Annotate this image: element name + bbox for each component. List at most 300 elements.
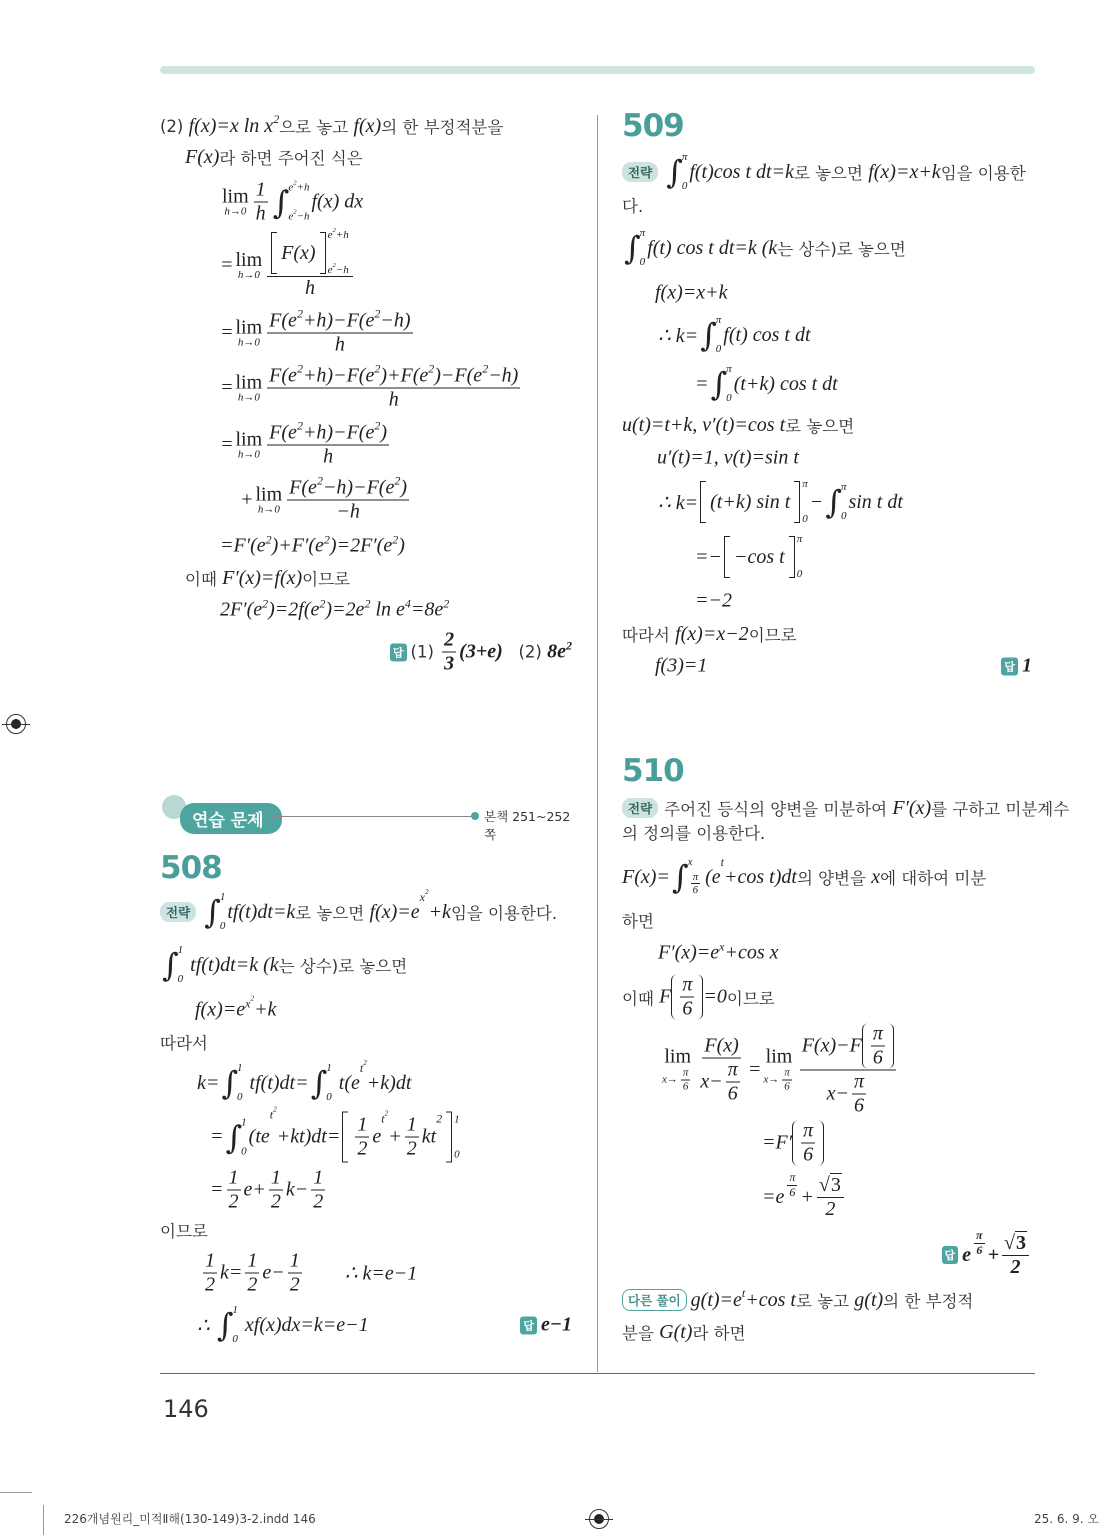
text: 로 놓으면 <box>785 417 855 436</box>
lower-limit <box>640 257 646 268</box>
math-text: f(x) <box>353 114 382 137</box>
math-text: tf(t)dt=k (k <box>185 953 279 976</box>
solution-line <box>210 1105 462 1165</box>
math-text: t(e <box>333 1071 360 1094</box>
math-text: x <box>871 865 881 888</box>
math-text: π <box>840 481 847 493</box>
denominator <box>680 998 694 1021</box>
math-text: 2 <box>825 1198 836 1220</box>
math-text: 2F′(e <box>220 598 263 621</box>
integral-sign-icon: ∫ <box>825 483 842 521</box>
numerator <box>311 1167 325 1191</box>
math-text: +k <box>254 998 277 1021</box>
superscript <box>269 1105 277 1123</box>
math-text: h→0 <box>237 268 260 281</box>
lim-word: lim <box>235 428 263 451</box>
denominator <box>974 1244 984 1258</box>
integral-limits <box>841 482 847 522</box>
math-text: π <box>727 1058 738 1081</box>
answer-line <box>520 1314 572 1337</box>
math-text: )+F(e <box>380 364 429 387</box>
answer-value <box>439 629 503 676</box>
integral-sign-icon: ∫ <box>272 183 290 221</box>
fraction <box>267 227 353 300</box>
upper-limit <box>716 315 722 326</box>
superscript <box>971 1229 988 1258</box>
evaluation-bracket <box>700 479 808 525</box>
bottom-rule <box>160 1373 1035 1374</box>
limit <box>222 187 249 218</box>
numerator <box>267 361 520 389</box>
strategy-badge: 전략 <box>160 902 196 922</box>
math-text: F(x)−F <box>801 1034 862 1057</box>
denominator <box>782 1081 792 1094</box>
denominator <box>852 1095 866 1118</box>
solution-line <box>658 939 779 965</box>
section-label: 연습 문제 <box>180 803 282 834</box>
math-text: +h <box>335 229 349 241</box>
footer-date: 25. 6. 9. 오 <box>1034 1512 1100 1526</box>
math-text: 1 <box>406 1113 417 1136</box>
lower-limit <box>232 1334 238 1345</box>
math-text: π <box>789 1170 796 1184</box>
right-bracket <box>794 481 800 523</box>
math-text: + <box>388 1125 402 1148</box>
math-text: 2 <box>228 1190 239 1213</box>
solution-line <box>160 945 407 985</box>
fraction <box>267 361 520 412</box>
math-text: 2 <box>566 638 572 653</box>
math-text: 2 <box>364 596 371 611</box>
superscript <box>273 1106 277 1114</box>
denominator <box>254 203 268 226</box>
fraction <box>288 1250 302 1297</box>
math-text: e− <box>262 1261 285 1284</box>
numerator <box>227 1167 241 1191</box>
bracket-content <box>277 238 319 269</box>
text: 의 양변을 <box>796 869 872 888</box>
numerator <box>800 1023 896 1071</box>
fraction <box>267 306 412 357</box>
math-text: x <box>719 939 725 954</box>
square-root <box>1004 1231 1027 1255</box>
lower-limit <box>716 344 722 355</box>
numerator <box>817 1173 844 1198</box>
numerator <box>852 1071 866 1095</box>
page-number: 146 <box>163 1395 209 1423</box>
numerator <box>680 974 694 998</box>
math-text: 2 <box>363 1059 367 1067</box>
superscript <box>363 1059 367 1067</box>
fraction <box>871 1023 885 1070</box>
solution-line <box>622 622 797 646</box>
math-text: 2 <box>374 361 381 376</box>
upper-limit <box>682 152 688 163</box>
math-text: k= <box>220 1261 243 1284</box>
solution-line <box>655 282 728 305</box>
bracket-content <box>730 542 789 573</box>
text: (1) <box>410 642 440 662</box>
text: 로 놓으면 <box>295 904 370 923</box>
text: 에 대하여 미분 <box>880 869 987 888</box>
math-text: 2 <box>319 596 326 611</box>
math-text: π <box>682 973 693 996</box>
solution-line <box>657 447 799 470</box>
radicand: 3 <box>1016 1232 1026 1254</box>
math-text: F(x) <box>704 1034 739 1057</box>
solution-line <box>220 361 523 412</box>
lower-limit <box>841 511 847 522</box>
denominator <box>442 653 456 676</box>
math-text: 1 <box>237 1062 243 1074</box>
integral-limits <box>688 857 704 897</box>
math-text: + <box>240 488 254 511</box>
math-text: =e <box>762 1185 785 1208</box>
denominator <box>825 1071 871 1118</box>
registration-mark-icon <box>589 1509 609 1529</box>
math-text: +cos t)dt <box>724 865 797 888</box>
math-text: (3+e) <box>459 640 503 663</box>
solution-line <box>660 1023 899 1118</box>
math-text: 2 <box>374 306 381 321</box>
math-text: 2 <box>384 1109 389 1118</box>
solution-line <box>160 114 503 138</box>
upper-limit <box>802 479 808 490</box>
numerator <box>702 1035 740 1059</box>
math-text: 2 <box>205 1273 215 1296</box>
strategy-line <box>622 193 643 217</box>
math-text: g(t)=e <box>690 1288 742 1311</box>
math-text: f(3)=1 <box>655 654 708 677</box>
math-text: e <box>372 1125 382 1148</box>
evaluation-bracket <box>271 227 349 276</box>
text: 라 하면 <box>692 1324 746 1343</box>
math-text: (t+k) sin t <box>710 490 791 513</box>
solution-line <box>185 145 363 169</box>
sqrt-sign-icon: √ <box>818 1174 830 1196</box>
math-text: 2 <box>273 112 280 126</box>
lim-subscript <box>258 505 280 516</box>
math-text: 2 <box>332 262 336 269</box>
fraction <box>203 1250 217 1297</box>
math-text: F′(x) <box>892 796 932 819</box>
math-text: 2 <box>296 418 303 433</box>
integral <box>711 364 732 404</box>
math-text: 6 <box>872 1046 883 1069</box>
strategy-line <box>160 888 558 932</box>
math-text: f(x)=x−2 <box>675 622 749 645</box>
numerator <box>787 1171 797 1186</box>
integral-limits <box>232 1305 238 1345</box>
right-paren <box>818 1121 824 1166</box>
integral <box>217 1305 238 1345</box>
math-text: π <box>872 1022 883 1045</box>
math-text: = <box>220 321 234 344</box>
denominator <box>334 501 362 524</box>
math-text: 8e <box>547 640 566 663</box>
math-text: e+ <box>243 1178 266 1201</box>
denominator <box>726 1083 740 1106</box>
math-text: 6 <box>682 997 693 1020</box>
alt-solution-badge: 다른 풀이 <box>622 1289 687 1311</box>
integral-limits <box>640 228 646 268</box>
math-text: 1 <box>205 1249 215 1272</box>
math-text: 2 <box>293 179 297 186</box>
math-text: 1 <box>247 1249 258 1272</box>
text: 의 한 부정적분을 <box>381 118 504 137</box>
integral-limits <box>682 152 688 192</box>
solution-line <box>220 596 450 622</box>
denominator <box>787 1186 797 1200</box>
math-text: +cos t <box>745 1288 796 1311</box>
math-text: (e <box>705 865 721 888</box>
text: 이때 <box>185 570 223 589</box>
math-text: 1 <box>241 1116 247 1128</box>
denominator <box>227 1191 241 1214</box>
math-text: −h <box>296 210 310 222</box>
text: (2) <box>160 116 189 136</box>
math-text: 1 <box>326 1062 332 1074</box>
math-text: tf(t)dt=k <box>227 900 296 923</box>
math-text: 3 <box>444 652 455 675</box>
solution-line <box>220 418 392 469</box>
math-text: +kt)dt= <box>276 1125 341 1148</box>
upper-limit <box>797 534 803 545</box>
integral-sign-icon: ∫ <box>221 1064 239 1102</box>
limit <box>236 250 263 281</box>
math-text: f(x)=e <box>195 998 246 1021</box>
solution-line <box>655 655 707 678</box>
section-ref: 본책 251~252쪽 <box>484 809 571 842</box>
upper-limit <box>288 179 310 193</box>
solution-line <box>695 364 838 404</box>
math-text: 2 <box>247 1273 258 1296</box>
solution-line <box>622 974 775 1021</box>
integral-sign-icon: ∫ <box>162 946 179 984</box>
integral-limits <box>726 364 732 404</box>
integral-sign-icon: ∫ <box>624 229 641 267</box>
bracket-limits <box>797 534 803 580</box>
integral-sign-icon: ∫ <box>700 316 717 354</box>
lower-limit <box>688 871 704 897</box>
superscript <box>245 994 255 1012</box>
denominator <box>801 1144 815 1167</box>
numerator <box>782 1067 792 1081</box>
lim-subscript <box>224 207 246 218</box>
fraction <box>787 1171 797 1200</box>
fraction <box>680 974 694 1021</box>
math-text: 1 <box>454 1113 460 1125</box>
math-text: = <box>220 253 234 276</box>
section-line <box>272 816 472 817</box>
math-text: k= <box>197 1071 220 1094</box>
answer-badge: 답 <box>520 1316 537 1334</box>
bracket-content <box>348 1110 446 1165</box>
math-text: 2 <box>482 361 489 376</box>
math-text: xf(x)dx=k=e−1 <box>239 1313 369 1336</box>
lim-word: lim <box>255 483 283 506</box>
text: 다. <box>622 197 644 216</box>
math-text: ∴ k= <box>658 491 699 514</box>
math-text: 2 <box>332 227 336 234</box>
text: 임을 이용한 <box>940 164 1026 183</box>
limit <box>256 485 283 516</box>
text: 이므로 <box>160 1222 208 1241</box>
numerator <box>269 1167 283 1191</box>
math-text: 0 <box>681 180 688 192</box>
math-text: = <box>220 433 234 456</box>
math-text: π <box>681 151 688 163</box>
fraction <box>1002 1231 1029 1279</box>
math-text: f(t) cos t dt <box>723 323 811 346</box>
math-text: 2 <box>296 306 303 321</box>
answer-badge: 답 <box>390 643 407 661</box>
superscript <box>784 1171 800 1200</box>
math-text: 2 <box>357 1137 368 1160</box>
math-text: π <box>976 1228 983 1242</box>
math-text: ∴ <box>197 1314 215 1337</box>
math-text: 0 <box>177 973 184 985</box>
denominator <box>691 884 701 897</box>
fraction <box>801 1120 815 1167</box>
superscript <box>436 1112 442 1127</box>
math-text: f(x)=x+k <box>655 281 728 304</box>
math-text: t <box>741 1286 746 1300</box>
math-text: t <box>720 855 724 869</box>
superscript <box>420 890 429 905</box>
fraction <box>254 179 268 226</box>
math-text: −cos t <box>734 545 785 568</box>
math-text: π <box>784 1066 790 1079</box>
solution-line <box>220 179 363 226</box>
math-text: −h)−F(e <box>322 476 395 499</box>
text: 이때 <box>622 989 660 1008</box>
solution-line <box>622 857 986 897</box>
math-text: ∴ k= <box>658 324 699 347</box>
solution-line <box>658 315 811 355</box>
math-text: 2 <box>406 1137 417 1160</box>
math-text: F <box>659 985 672 1008</box>
solution-line <box>695 590 732 613</box>
numerator <box>442 629 456 653</box>
integral-sign-icon: ∫ <box>216 1306 234 1344</box>
upper-limit <box>640 228 646 239</box>
numerator <box>245 1250 259 1274</box>
integral-sign-icon: ∫ <box>671 858 689 896</box>
math-text: k− <box>285 1178 309 1201</box>
upper-limit <box>326 1063 332 1074</box>
math-text: 0 <box>840 510 847 522</box>
answer-badge: 답 <box>1001 657 1018 675</box>
lim-word: lim <box>765 1045 793 1068</box>
math-text: 2 <box>392 532 399 547</box>
solution-line <box>220 532 405 558</box>
footer-file: 226개념원리_미적Ⅱ해(130-149)3-2.indd 146 <box>64 1512 316 1526</box>
integral <box>226 1117 247 1157</box>
math-text: 1 <box>270 1166 281 1189</box>
numerator <box>267 306 412 334</box>
upper-limit <box>688 857 704 868</box>
bracket-limits <box>454 1114 460 1160</box>
solution-line <box>200 1250 417 1297</box>
integral <box>624 228 645 268</box>
upper-limit <box>232 1305 238 1316</box>
math-text: f(t)cos t dt=k <box>689 160 794 183</box>
math-text: h <box>334 333 345 356</box>
math-text: π <box>802 478 808 490</box>
math-text: 1 <box>232 1304 238 1316</box>
fraction <box>245 1250 259 1297</box>
upper-limit <box>327 227 349 241</box>
lower-limit <box>241 1146 247 1157</box>
math-text: π <box>803 1119 814 1142</box>
math-text: π <box>796 533 803 545</box>
bracket-content <box>706 487 794 518</box>
text: 주어진 등식의 양변을 미분하여 <box>664 800 893 819</box>
denominator <box>311 1191 325 1214</box>
strategy-line <box>622 796 1069 820</box>
paren-content <box>677 974 697 1021</box>
registration-mark-icon <box>6 714 26 734</box>
math-text: f(x)=x+k <box>868 160 941 183</box>
problem-510-title: 510 <box>622 753 684 789</box>
math-text: f(x) dx <box>311 190 364 213</box>
lower-limit <box>288 208 310 222</box>
math-text: F′(x)=e <box>658 941 720 964</box>
solution-line <box>197 1305 369 1345</box>
math-text: 0 <box>237 1091 243 1103</box>
integral <box>666 152 687 192</box>
integral-limits <box>178 945 184 985</box>
text: 를 구하고 미분계수 <box>931 800 1070 819</box>
fraction <box>311 1167 325 1214</box>
section-header <box>160 795 580 842</box>
top-decor-bar <box>160 66 1035 74</box>
strategy-line <box>622 820 765 844</box>
numerator <box>681 1067 691 1081</box>
math-text: − <box>809 490 824 513</box>
math-text: π <box>726 363 732 375</box>
text: 이므로 <box>748 626 797 645</box>
math-text: 1 <box>255 178 266 201</box>
solution-line <box>240 473 412 524</box>
integral-sign-icon: ∫ <box>225 1118 243 1156</box>
math-text: 2 <box>374 418 381 433</box>
text: 따라서 <box>160 1034 208 1053</box>
math-text: 4 <box>404 596 411 611</box>
math-text: 2 <box>436 1111 443 1126</box>
limit <box>236 318 263 349</box>
lim-word: lim <box>235 248 263 271</box>
paren-content <box>868 1023 888 1070</box>
math-text: = <box>220 376 234 399</box>
math-text: (te <box>248 1125 270 1148</box>
math-text: u′(t)=1, v(t)=sin t <box>657 446 799 469</box>
math-text: 2 <box>316 473 323 488</box>
fraction <box>974 1229 985 1258</box>
upper-limit <box>241 1117 247 1128</box>
solution-line <box>160 1030 208 1054</box>
denominator <box>303 277 317 300</box>
denominator <box>321 446 335 469</box>
math-text: h <box>255 202 266 225</box>
integral <box>311 1063 332 1103</box>
parentheses <box>671 974 703 1021</box>
crop-mark <box>0 1492 32 1493</box>
math-text: 1 <box>228 1166 239 1189</box>
radicand: 3 <box>830 1174 841 1196</box>
fraction <box>287 473 409 524</box>
